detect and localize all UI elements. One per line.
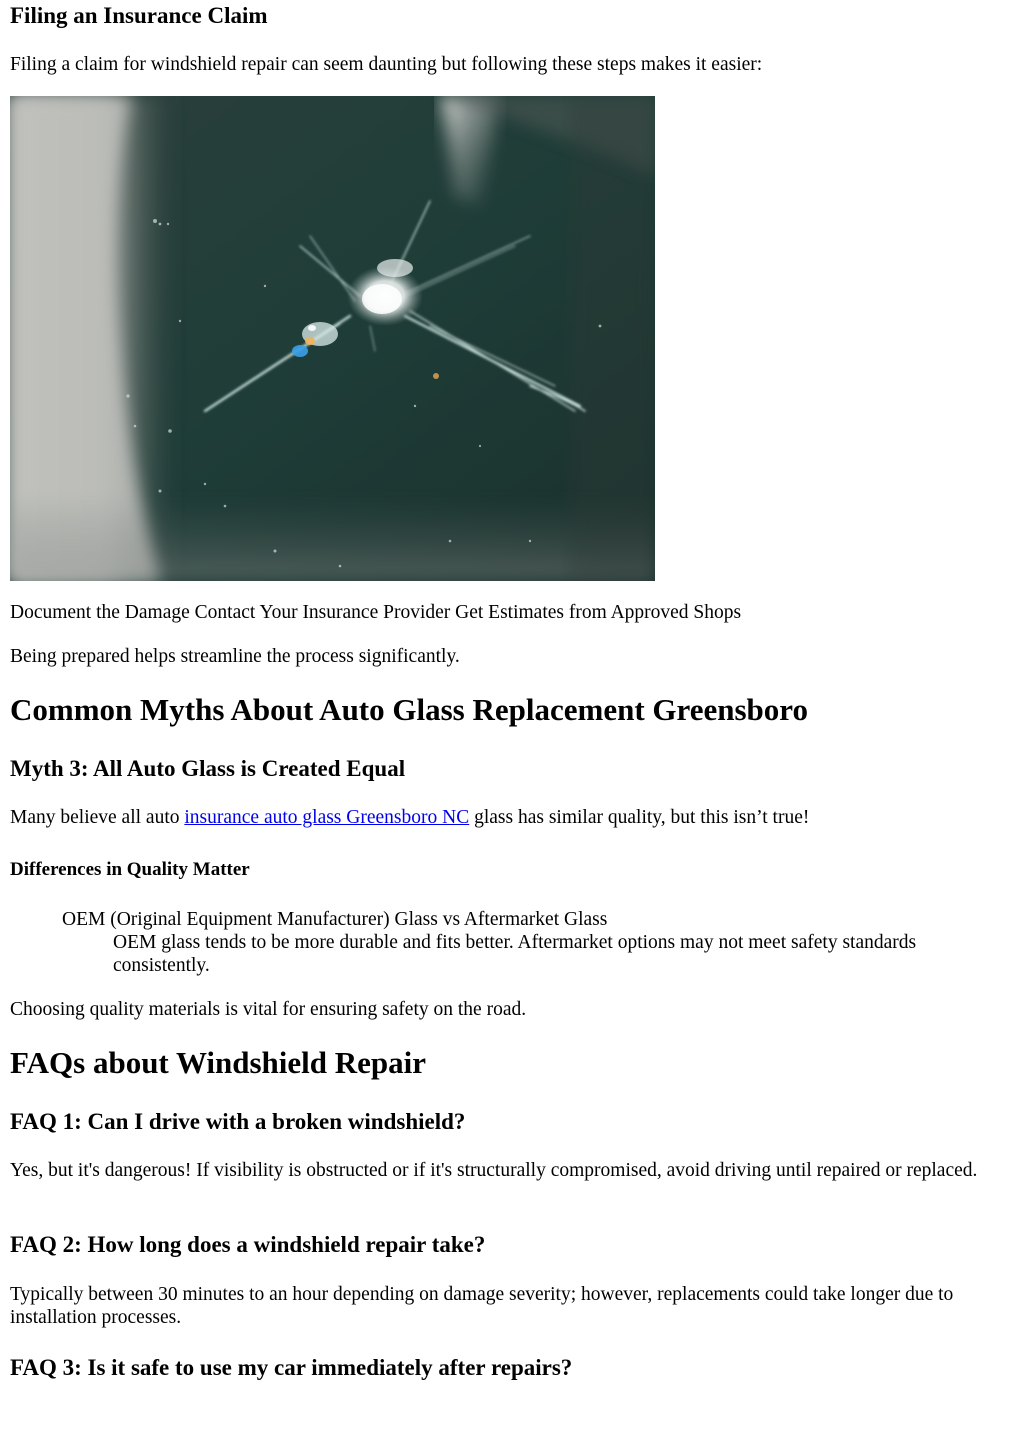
myth-text-before: Many believe all auto [10,807,185,828]
claim-steps-line: Document the Damage Contact Your Insurance Provider Get Estimates from Approved Shops [10,602,742,623]
section-heading-filing-claim: Filing an Insurance Claim [10,3,268,28]
oem-vs-aftermarket-definition [10,908,1014,977]
faq-2-answer: Typically between 30 minutes to an hour depending on damage severity; however, replacements could take longer due to installation processes. [10,1284,954,1328]
insurance-auto-glass-link[interactable]: insurance auto glass Greensboro NC [184,807,470,828]
quality-differences-heading: Differences in Quality Matter [10,859,250,880]
windshield-chip-image [10,96,655,581]
quality-closing-paragraph: Choosing quality materials is vital for ensuring safety on the road. [10,999,527,1020]
faq-1-answer: Yes, but it's dangerous! If visibility is obstructed or if it's structurally compromised, avoid driving until repaired or replaced. [10,1160,978,1181]
section-heading-myths: Common Myths About Auto Glass Replacement Greensboro [10,692,808,727]
definition-term: OEM (Original Equipment Manufacturer) Glass vs Aftermarket Glass [62,909,608,930]
faq-2-question: FAQ 2: How long does a windshield repair take? [10,1232,486,1257]
faq-3-question: FAQ 3: Is it safe to use my car immediately after repairs? [10,1355,573,1380]
definition-description: OEM glass tends to be more durable and fits better. Aftermarket options may not meet safety standards consistently. [113,932,917,976]
filing-intro-paragraph: Filing a claim for windshield repair can seem daunting but following these steps makes it easier: [10,54,763,75]
myth-3-heading: Myth 3: All Auto Glass is Created Equal [10,756,406,781]
section-heading-faqs: FAQs about Windshield Repair [10,1045,427,1080]
windshield-chip-photo [10,96,655,581]
myth-text-after: glass has similar quality, but this isn’t true! [469,807,810,828]
myth-paragraph [10,806,809,829]
faq-1-question: FAQ 1: Can I drive with a broken windshield? [10,1109,466,1134]
prepared-paragraph: Being prepared helps streamline the process significantly. [10,646,460,667]
